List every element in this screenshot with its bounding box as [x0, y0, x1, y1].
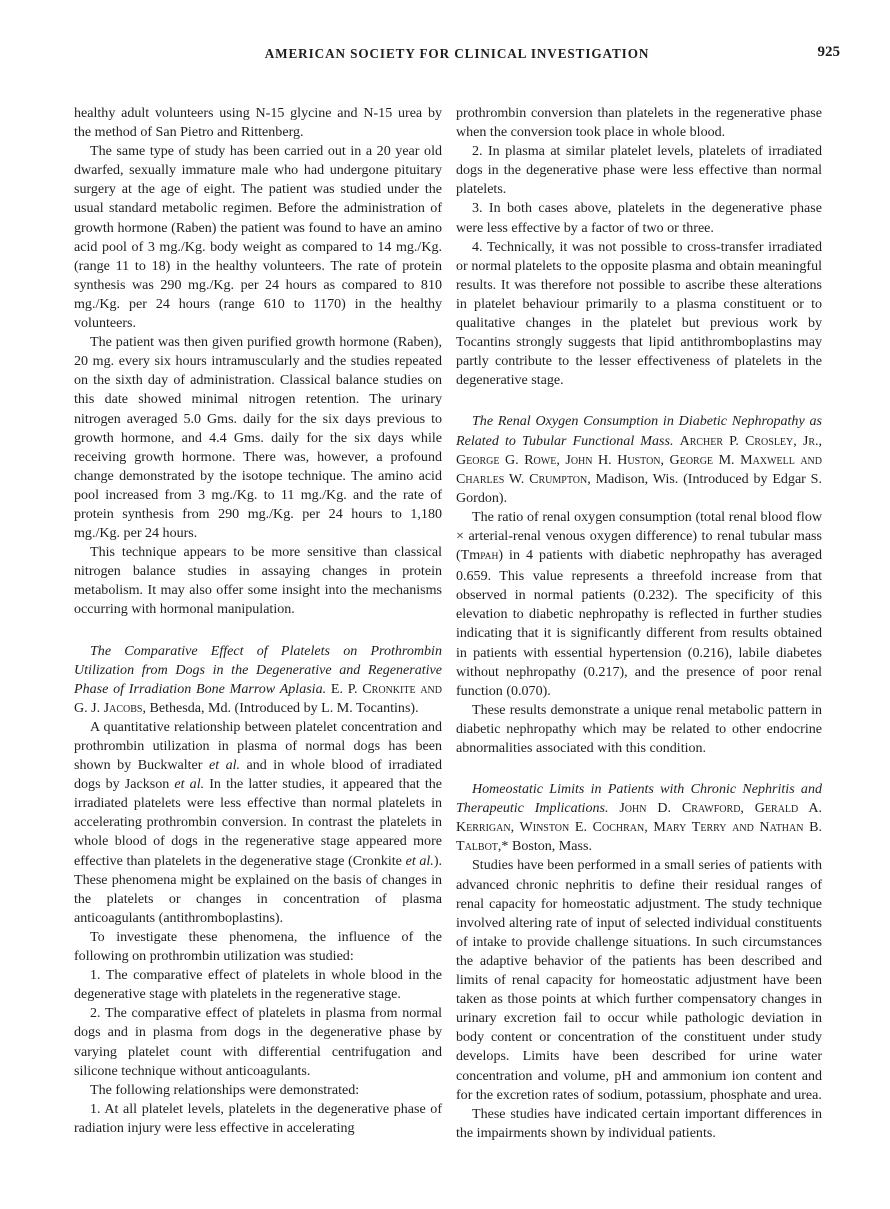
list-item: 4. Technically, it was not possible to cross-transfer irradiated or normal platelets to the opposite plasma and obtain meaningful results. It was therefore not possible to ascribe these alterations in platelet behaviour primarily to a plasma constituent or to qualitative changes in the platelet but previous work by Tocantins strongly suggests that lipid antithromboplastins may partly contribute to the lesser effectiveness of platelets in the degenerative stage. — [456, 238, 822, 389]
paragraph: A quantitative relationship between platelet concentration and prothrombin utilization in plasma of normal dogs has been shown by Buckwalter et al. and in whole blood of irradiated dogs by Jackson et al. In the latter studies, it appeared that the irradiated platelets were less effective than normal platelets in accelerating prothrombin conversion. In contrast the platelets in whole blood of dogs in the regenerative stage appeared more effective than platelets in the degenerative stage (Cronkite et al.). These phenomena might be explained on the basis of changes in the platelets or changes in concentration of plasma anticoagulants (antithromboplastins). — [74, 718, 443, 926]
abstract-heading — [456, 412, 822, 507]
paragraph: These studies have indicated certain important differences in the impairments shown by individual patients. — [456, 1105, 822, 1141]
abstract-authors: Archer P. Crosley, Jr., George G. Rowe, John H. Huston, George M. Maxwell and Charles W. Crumpton, — [456, 432, 823, 487]
abstract-title: The Comparative Effect of Platelets on Prothrombin Utilization from Dogs in the Degenerative and Regenerative Phase of Irradiation Bone Marrow Aplasia. — [74, 642, 442, 697]
abstract-heading — [456, 780, 822, 856]
paragraph: The ratio of renal oxygen consumption (total renal blood flow × arterial-renal venous oxygen difference) to renal tubular mass (TmPAH) in 4 patients with diabetic nephropathy has averaged 0.659. This value represents a threefold increase from that observed in normal patients (0.232). The specificity of this elevation to diabetic nephropathy is reflected in further studies indicating that it is significantly different from results obtained in patients with essential hypertension (0.216), labile diabetes without nephropathy (0.217), and the presence of poor renal function (0.070). — [456, 508, 822, 699]
list-item: 2. The comparative effect of platelets in plasma from normal dogs and in plasma from dogs in the degenerative phase by varying platelet count with differential centrifugation and silicone technique without anticoagulants. — [74, 1005, 442, 1079]
page-number: 925 — [817, 44, 840, 60]
journal-title: AMERICAN SOCIETY FOR CLINICAL INVESTIGATION — [264, 46, 650, 61]
left-column — [74, 104, 442, 1138]
list-item: 1. The comparative effect of platelets in whole blood in the degenerative stage with platelets in the regenerative stage. — [74, 967, 442, 1003]
paragraph: The same type of study has been carried out in a 20 year old dwarfed, sexually immature male who had undergone pituitary surgery at the age of eight. The patient was studied under the usual standard metabolic regimen. Before the administration of growth hormone (Raben) the patient was found to have an amino acid pool of 3 mg./Kg. body weight as compared to 14 mg./Kg. (range 11 to 18) in the healthy volunteers. The rate of protein synthesis was 290 mg./Kg. per 24 hours as compared to 810 mg./Kg. per 24 hours (range 610 to 1170) in the healthy volunteers. — [74, 143, 442, 332]
abstract-location: Boston, Mass. — [511, 838, 592, 855]
page-header — [74, 44, 840, 68]
list-item: 1. At all platelet levels, platelets in the degenerative phase of radiation injury were less effective in accelerating — [74, 1100, 442, 1136]
paragraph: These results demonstrate a unique renal metabolic pattern in diabetic nephropathy which may be related to other endocrine abnormalities associated with this condition. — [456, 701, 822, 756]
abstract-authors: John D. Crawford, Gerald A. Kerrigan, Winston E. Cochran, Mary Terry and Nathan B. Talbot,* — [456, 800, 822, 855]
abstract-heading — [74, 642, 442, 718]
abstract-authors: E. P. Cronkite and G. J. Jacobs, — [74, 680, 442, 716]
paragraph: The following relationships were demonstrated: — [90, 1081, 360, 1098]
list-item: 2. In plasma at similar platelet levels, platelets of irradiated dogs in the degenerative phase were less effective than normal platelets. — [456, 143, 822, 198]
abstract-title: Homeostatic Limits in Patients with Chronic Nephritis and Therapeutic Implications. — [456, 781, 822, 817]
paragraph: The patient was then given purified growth hormone (Raben), 20 mg. every six hours intramuscularly and the studies repeated on the sixth day of administration. Classical balance studies on this date showed minimal nitrogen retention. The urinary nitrogen averaged 5.0 Gms. daily for the six days previous to growth hormone, and 4.4 Gms. daily for the six days while receiving growth hormone. There was, however, a profound change demonstrated by the isotope technique. The amino acid pool increased from 3 mg./Kg. to 11 mg./Kg. and the rate of protein synthesis from 290 mg./Kg. per 24 hours to 1,180 mg./Kg. per 24 hours. — [74, 334, 442, 542]
abstract-title: The Renal Oxygen Consumption in Diabetic Nephropathy as Related to Tubular Functional Mass. — [456, 413, 822, 449]
paragraph: healthy adult volunteers using N-15 glycine and N-15 urea by the method of San Pietro and Rittenberg. — [74, 105, 442, 141]
right-column — [456, 104, 822, 1143]
list-item: 3. In both cases above, platelets in the degenerative phase were less effective by a factor of two or three. — [456, 200, 822, 236]
paragraph: Studies have been performed in a small series of patients with advanced chronic nephritis to define their residual ranges of renal capacity for homeostatic adjustment. The study technique involved altering rate of input of selected individual constituents of intake to provide challenge situations. In such circumstances the adaptive behavior of the patients has been described and limits of renal capacity for homeostatic adjustment have been taken as those points at which further compensatory changes in urinary excretion fail to occur while pathologic deviation in body content or concentration of the constituent under study develops. Limits have been described for urine water concentration and volume, pH and ammonium ion content and for the excretion rates of sodium, potassium, phosphate and urea. — [456, 857, 822, 1103]
paragraph: prothrombin conversion than platelets in the regenerative phase when the conversion took place in whole blood. — [456, 105, 822, 141]
abstract-location: Bethesda, Md. (Introduced by L. M. Tocantins). — [149, 699, 419, 716]
abstract-location: Madison, Wis. (Introduced by Edgar S. Gordon). — [456, 470, 822, 506]
paragraph: To investigate these phenomena, the influence of the following on prothrombin utilization was studied: — [74, 928, 442, 965]
paragraph: This technique appears to be more sensitive than classical nitrogen balance studies in assaying changes in protein metabolism. It may also offer some insight into the mechanisms occurring with hormonal manipulation. — [74, 544, 442, 618]
